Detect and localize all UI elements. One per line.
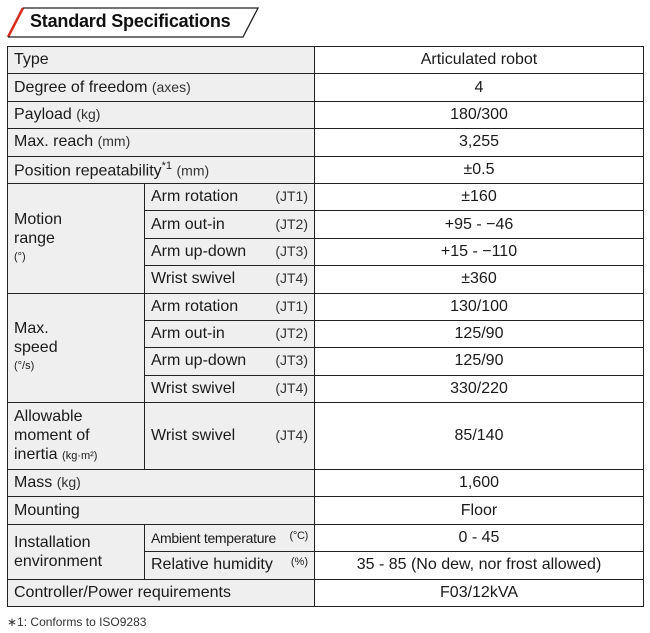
- label-max-speed: Max. speed (°/s): [8, 293, 145, 403]
- row-repeatability: [8, 156, 644, 183]
- value-ambient-temperature: 0 - 45: [315, 524, 644, 551]
- axis-label: Wrist swivel (JT4): [145, 403, 315, 470]
- value-inertia: 85/140: [315, 403, 644, 470]
- value-controller: F03/12kVA: [315, 579, 644, 606]
- label-reach: Max. reach (mm): [8, 129, 315, 156]
- value-speed-jt4: 330/220: [315, 375, 644, 402]
- value-payload: 180/300: [315, 101, 644, 128]
- label-payload: Payload (kg): [8, 101, 315, 128]
- label-motion-range: Motion range (°): [8, 183, 145, 293]
- env-label: Ambient temperature (°C): [145, 524, 315, 551]
- value-motion-jt2: +95 - −46: [315, 211, 644, 238]
- label-mass: Mass (kg): [8, 470, 315, 497]
- value-motion-jt4: ±360: [315, 266, 644, 293]
- axis-label: Arm out-in (JT2): [145, 211, 315, 238]
- label-repeatability: Position repeatability$^{*1}$ (mm): [8, 156, 315, 183]
- row-env-temperature: [8, 524, 644, 551]
- value-mass: 1,600: [315, 470, 644, 497]
- axis-label: Wrist swivel (JT4): [145, 266, 315, 293]
- env-label: Relative humidity (%): [145, 552, 315, 579]
- value-type: Articulated robot: [315, 47, 644, 74]
- row-payload: [8, 101, 644, 128]
- section-title-box: [6, 6, 261, 38]
- value-motion-jt1: ±160: [315, 183, 644, 210]
- value-speed-jt1: 130/100: [315, 293, 644, 320]
- axis-label: Arm rotation (JT1): [145, 183, 315, 210]
- row-mounting: [8, 497, 644, 524]
- row-speed-jt1: [8, 293, 644, 320]
- axis-label: Arm out-in (JT2): [145, 320, 315, 347]
- row-type: [8, 47, 644, 74]
- value-motion-jt3: +15 - −110: [315, 238, 644, 265]
- label-type: Type: [8, 47, 315, 74]
- axis-label: Arm up-down (JT3): [145, 238, 315, 265]
- value-speed-jt3: 125/90: [315, 348, 644, 375]
- footnote: ∗1: Conforms to ISO9283: [7, 615, 147, 629]
- row-mass: [8, 470, 644, 497]
- section-title: Standard Specifications: [30, 11, 231, 31]
- row-dof: [8, 74, 644, 101]
- label-moment-of-inertia: Allowable moment of inertia (kg·m²): [8, 403, 145, 470]
- axis-label: Wrist swivel (JT4): [145, 375, 315, 402]
- value-speed-jt2: 125/90: [315, 320, 644, 347]
- value-repeatability: ±0.5: [315, 156, 644, 183]
- row-controller: [8, 579, 644, 606]
- row-inertia: [8, 403, 644, 470]
- row-motion-jt1: [8, 183, 644, 210]
- label-dof: Degree of freedom (axes): [8, 74, 315, 101]
- value-dof: 4: [315, 74, 644, 101]
- spec-table: [7, 46, 644, 607]
- value-mounting: Floor: [315, 497, 644, 524]
- value-relative-humidity: 35 - 85 (No dew, nor frost allowed): [315, 552, 644, 579]
- value-reach: 3,255: [315, 129, 644, 156]
- label-mounting: Mounting: [8, 497, 315, 524]
- axis-label: Arm rotation (JT1): [145, 293, 315, 320]
- row-reach: [8, 129, 644, 156]
- label-controller: Controller/Power requirements: [8, 579, 315, 606]
- label-installation-environment: Installation environment: [8, 524, 145, 579]
- axis-label: Arm up-down (JT3): [145, 348, 315, 375]
